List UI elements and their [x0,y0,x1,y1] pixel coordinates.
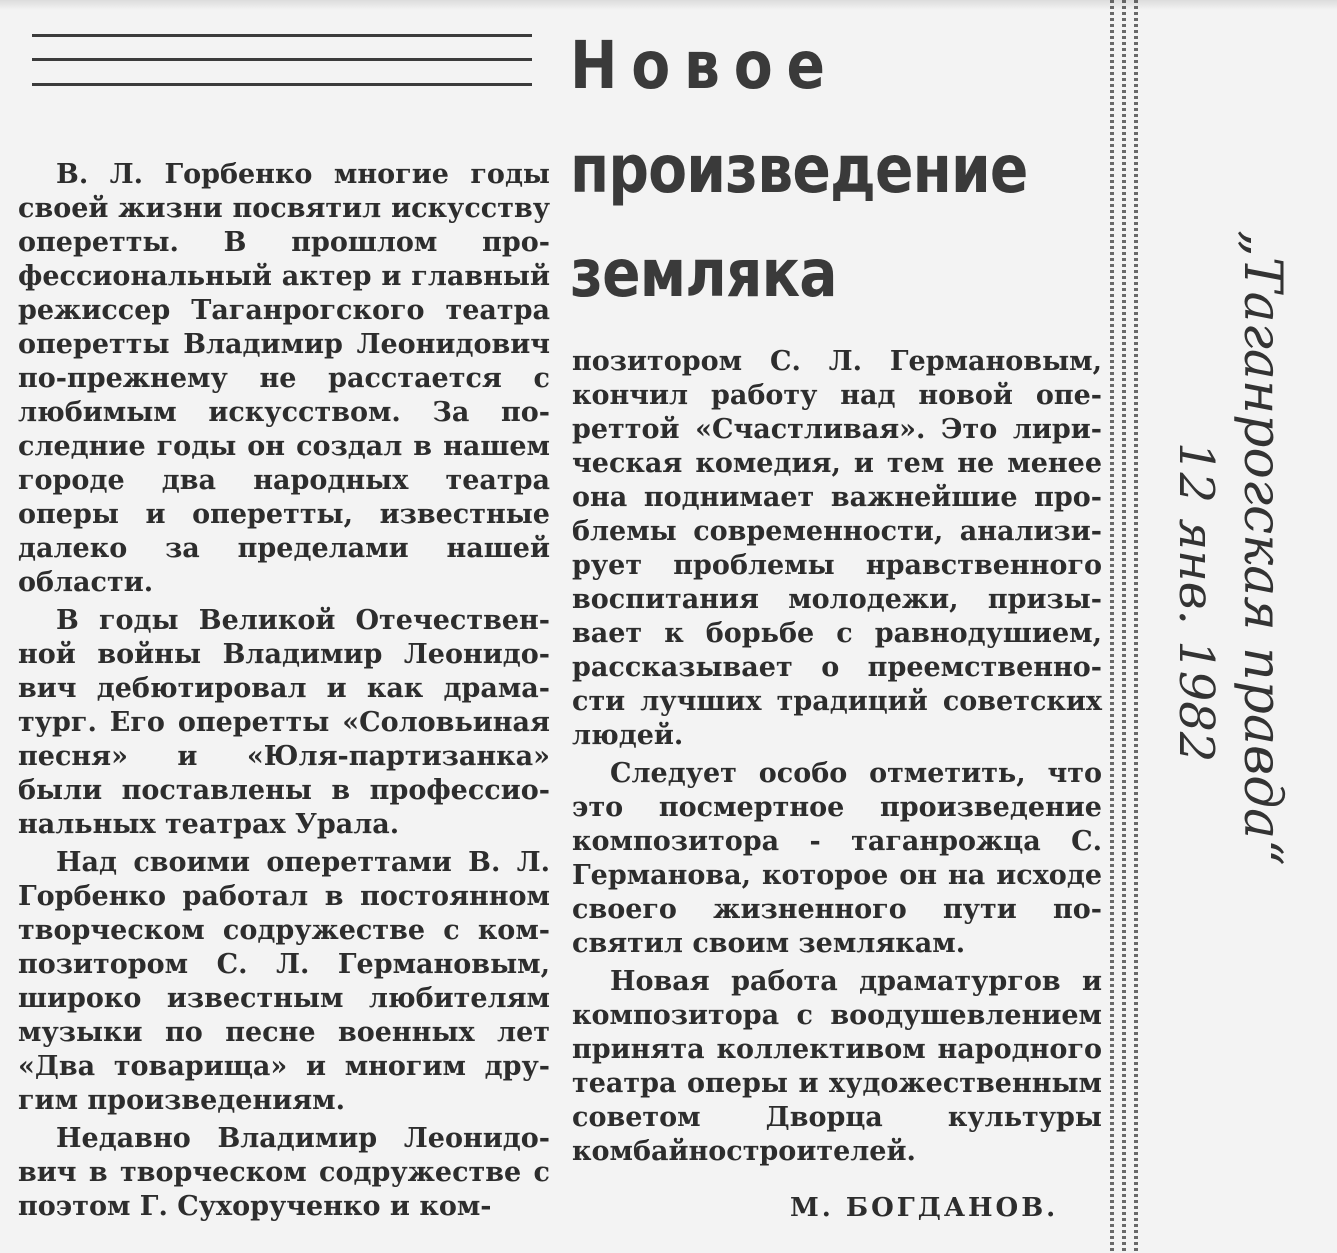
perforated-edge [1110,0,1138,1253]
header-rule-3 [32,83,532,86]
handwritten-source: „Таганрогская правда“ [1232,230,1292,866]
right-paragraph-continuation: позитором С. Л. Германовым, кончил работу над новой опереттой «Счастливая». Это лирическая комедия, и тем не менее она поднимает важнейшие проблемы современности, анализирует проблемы нравственного воспитания молодежи, призывает к борьбе с равнодушием, рассказывает о преемственности лучших традиций советских людей. [572,346,1102,751]
right-column [572,345,1102,1173]
headline-line-1: Новое [570,27,839,104]
right-paragraph-2: Новая работа драматургов и композитора с воодушевлением принята коллективом народного театра оперы и художественным советом Дворца культуры комбайностроителей. [572,966,1102,1167]
header-rule-2 [32,58,532,61]
left-paragraph-1: В. Л. Горбенко многие годы своей жизни посвятил искусству оперетты. В прошлом профессиональный актер и главный режиссер Таганрогского театра оперетты Владимир Леонидович по-прежнему не расстается с любимым искусством. За последние годы он создал в нашем городе два народных театра оперы и оперетты, известные далеко за пределами нашей области. [18,159,550,598]
left-paragraph-3: Над своими опереттами В. Л. Горбенко работал в постоянном творческом содружестве с композитором С. Л. Германовым, широко известным любителям музыки по песне военных лет «Два товарища» и многим другим произведениям. [18,847,550,1116]
right-paragraph-1: Следует особо отметить, что это посмертное произведение композитора - таганрожца С. Германова, которое он на исходе своего жизненного пути посвятил своим землякам. [572,758,1102,959]
header-rule-1 [32,34,532,37]
left-paragraph-2: В годы Великой Отечественной войны Владимир Леонидович дебютировал и как драматург. Его оперетты «Соловьиная песня» и «Юля-партизанка» были поставлены в профессиональных театрах Урала. [18,605,550,840]
article-headline [570,14,1028,326]
handwritten-date: 12 янв. 1982 [1168,442,1224,763]
headline-line-2: произведение [570,131,1028,208]
author-signature: М. БОГДАНОВ. [790,1193,1059,1223]
left-paragraph-4: Недавно Владимир Леонидович в творческом содружестве с поэтом Г. Сухорученко и ком- [18,1123,550,1222]
handwritten-annotation [1168,230,1300,1110]
headline-line-3: земляка [570,235,837,312]
left-column [18,158,550,1228]
